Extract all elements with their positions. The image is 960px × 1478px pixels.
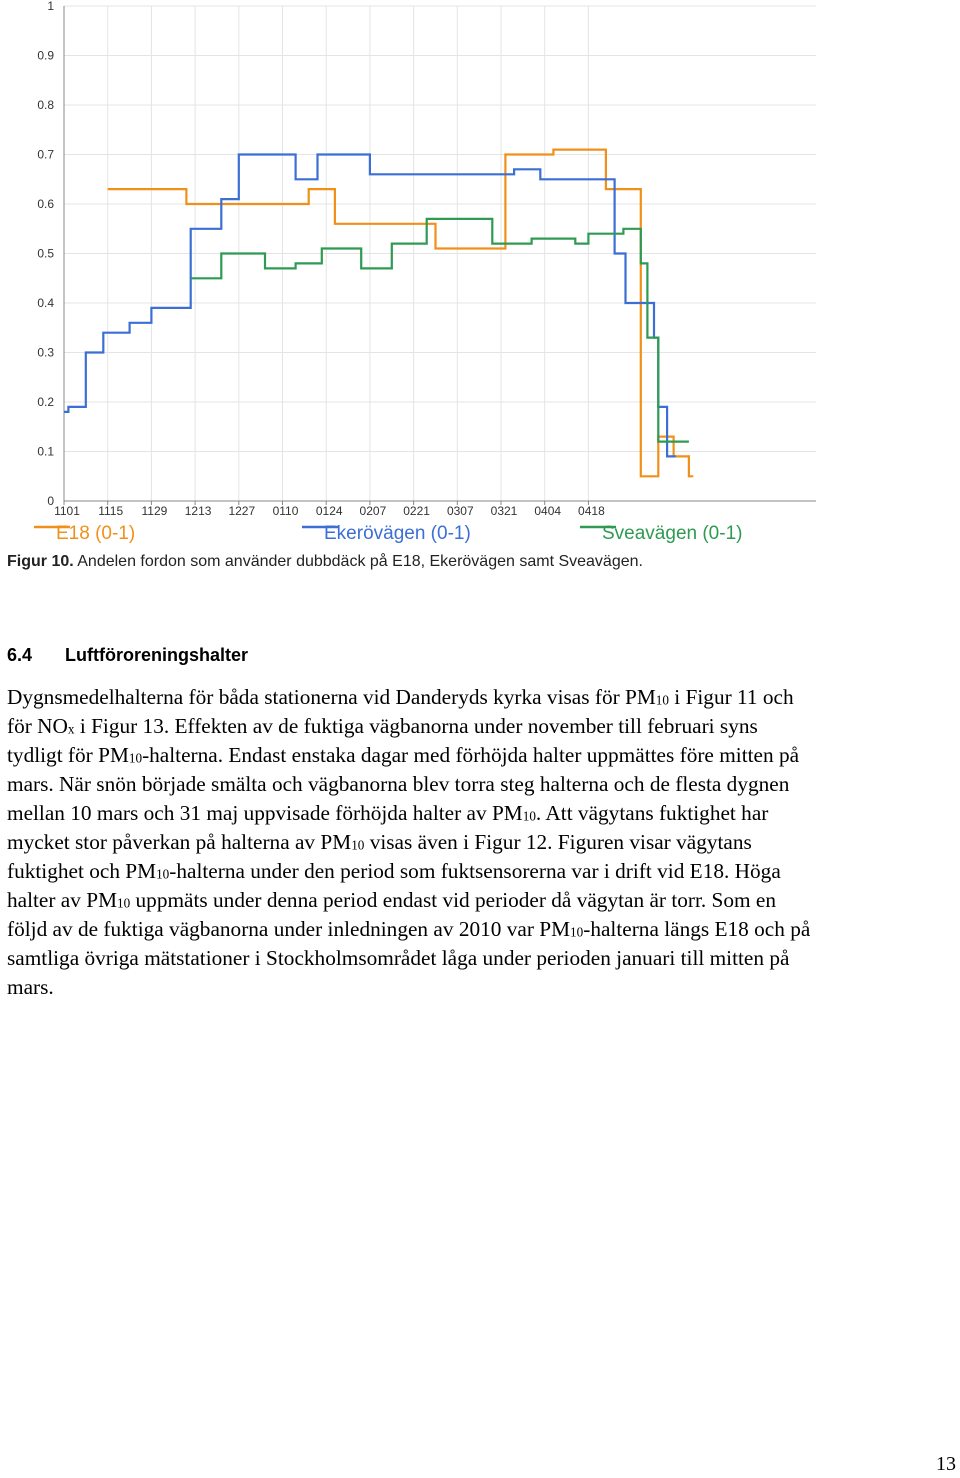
y-tick-label: 0.9 (37, 48, 54, 63)
text-run: mycket stor påverkan på halterna av PM (7, 830, 352, 854)
subscript: 10 (128, 750, 143, 766)
x-tick-label: 0321 (490, 504, 518, 518)
legend-label: Ekerövägen (0-1) (324, 523, 471, 544)
text-run: mars. (7, 975, 54, 999)
x-tick-label: 0418 (578, 504, 605, 518)
text-run: . Att vägytans fuktighet har (535, 801, 769, 825)
subscript: x (67, 721, 75, 737)
x-tick-label: 1115 (98, 504, 124, 518)
y-tick-label: 0.8 (37, 98, 54, 112)
paragraph-line (7, 857, 960, 886)
legend-label: E18 (0-1) (56, 523, 136, 544)
x-tick-label: 0110 (272, 504, 299, 518)
subscript: 10 (655, 692, 669, 708)
dubbdack-chart (0, 0, 830, 545)
paragraph-line (7, 915, 960, 944)
text-run: i Figur 11 och (668, 685, 794, 709)
x-tick-label: 0207 (359, 504, 387, 518)
text-run: mars. När snön började smälta och vägbanorna blev torra steg halterna och de flesta dygnen (7, 772, 790, 796)
x-tick-label: 0124 (315, 504, 343, 518)
paragraph-line (7, 741, 960, 770)
text-run: visas även i Figur 12. Figuren visar vägytans (364, 830, 752, 854)
y-tick-label: 0.2 (37, 395, 54, 409)
x-tick-label: 1101 (54, 504, 80, 518)
text-run: uppmäts under denna period endast vid perioder då vägytan är torr. Som en (130, 888, 777, 912)
page-number: 13 (936, 1453, 956, 1475)
y-tick-label: 0 (47, 494, 54, 508)
x-tick-label: 0307 (446, 504, 474, 518)
figure-caption (7, 553, 947, 571)
y-tick-label: 0.5 (37, 246, 54, 261)
y-tick-label: 0.7 (37, 147, 54, 162)
x-tick-label: 1129 (141, 504, 168, 518)
text-run: följd av de fuktiga vägbanorna under inledningen av 2010 var PM (7, 917, 571, 941)
section-heading (7, 645, 248, 666)
paragraph-line (7, 886, 960, 915)
subscript: 10 (156, 866, 170, 882)
text-run: halter av PM (7, 888, 118, 912)
paragraph-line (7, 683, 960, 712)
x-tick-label: 1213 (184, 504, 212, 518)
subscript: 10 (570, 924, 584, 940)
paragraph-line (7, 973, 960, 1002)
x-tick-label: 0404 (534, 504, 562, 518)
x-tick-label: 0221 (403, 504, 430, 518)
text-run: -halterna. Endast enstaka dagar med förhöjda halter uppmättes före mitten på (142, 743, 800, 767)
caption-text: Andelen fordon som använder dubbdäck på E18, Ekerövägen samt Sveavägen. (77, 553, 643, 570)
y-axis-ticks (37, 0, 54, 508)
y-tick-label: 1 (47, 0, 54, 13)
subscript: 10 (117, 895, 131, 911)
text-run: -halterna under den period som fuktsensorerna var i drift vid E18. Höga (169, 859, 781, 883)
paragraph-line (7, 712, 960, 741)
subscript: 10 (522, 808, 536, 824)
section-title: Luftföroreningshalter (65, 645, 248, 665)
y-tick-label: 0.6 (37, 197, 54, 211)
x-axis-ticks (54, 504, 605, 518)
text-run: mellan 10 mars och 31 maj uppvisade förhöjda halter av PM (7, 801, 523, 825)
paragraph-line (7, 799, 960, 828)
legend-label: Sveavägen (0-1) (602, 523, 743, 544)
text-run: fuktighet och PM (7, 859, 157, 883)
x-tick-label: 1227 (228, 504, 256, 518)
chart-legend (34, 523, 742, 544)
paragraph-line (7, 770, 960, 799)
subscript: 10 (351, 837, 365, 853)
caption-label: Figur 10. (7, 553, 74, 570)
chart-grid (64, 6, 816, 505)
y-tick-label: 0.3 (37, 345, 54, 360)
y-tick-label: 0.1 (37, 444, 54, 459)
paragraph-line (7, 828, 960, 857)
y-tick-label: 0.4 (37, 296, 54, 310)
section-number: 6.4 (7, 645, 33, 665)
text-run: samtliga övriga mätstationer i Stockholmsområdet låga under perioden januari till mitten på (7, 946, 790, 970)
text-run: för NO (7, 714, 68, 738)
paragraph-line (7, 944, 960, 973)
body-paragraph (7, 683, 960, 1002)
text-run: i Figur 13. Effekten av de fuktiga vägbanorna under november till februari syns (74, 714, 758, 738)
text-run: tydligt för PM (7, 743, 129, 767)
text-run: Dygnsmedelhalterna för båda stationerna vid Danderyds kyrka visas för PM (7, 685, 656, 709)
text-run: -halterna längs E18 och på (583, 917, 811, 941)
